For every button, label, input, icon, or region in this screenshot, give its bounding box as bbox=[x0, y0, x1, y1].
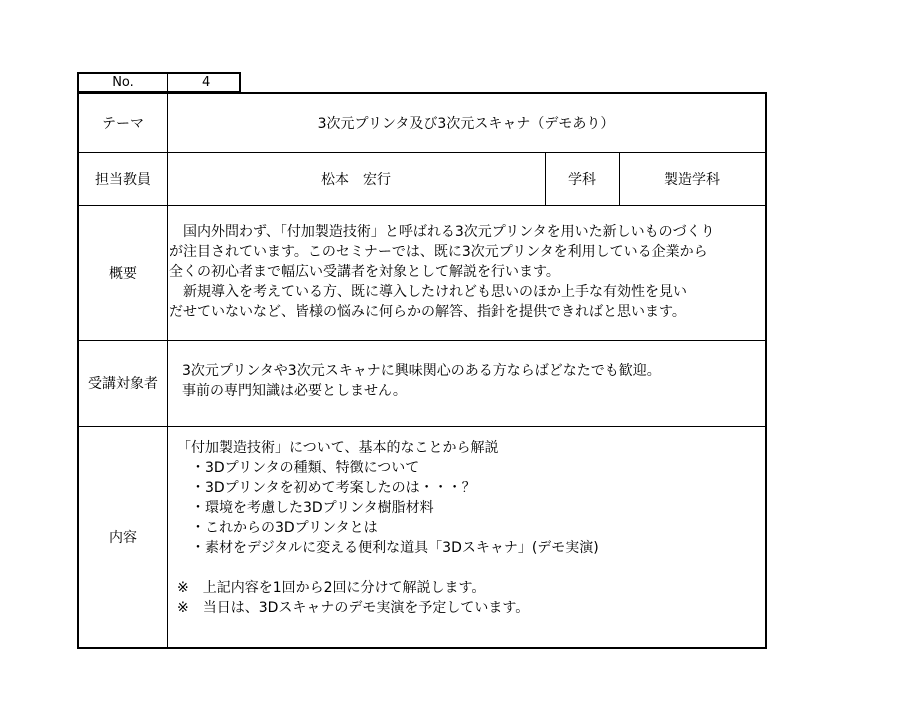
content-line: ・3Dプリンタを初めて考案したのは・・・？ bbox=[177, 480, 476, 496]
overview-line: 全くの初心者まで幅広い受講者を対象として解説を行います。 bbox=[169, 264, 560, 280]
theme-label: テーマ bbox=[79, 94, 168, 152]
teacher-row bbox=[79, 152, 765, 206]
overview-line: 国内外問わず、「付加製造技術」と呼ばれる3次元プリンタを用いた新しいものづくり bbox=[169, 224, 715, 240]
department-label: 学科 bbox=[545, 152, 620, 205]
content-row bbox=[79, 426, 765, 647]
content-line: ・環境を考慮した3Dプリンタ樹脂材料 bbox=[177, 500, 434, 516]
number-value: 4 bbox=[202, 75, 211, 90]
theme-value: 3次元プリンタ及び3次元スキャナ（デモあり） bbox=[317, 116, 615, 132]
overview-line: が注目されています。このセミナーでは、既に3次元プリンタを利用している企業から bbox=[169, 244, 708, 260]
target-row bbox=[79, 340, 765, 427]
content-line: ・3Dプリンタの種類、特徴について bbox=[177, 460, 420, 476]
overview-row bbox=[79, 205, 765, 341]
teacher-name: 松本 宏行 bbox=[167, 152, 546, 205]
content-line: ※ 上記内容を1回から2回に分けて解説します。 bbox=[177, 580, 486, 596]
content-line: ※ 当日は、3Dスキャナのデモ実演を予定しています。 bbox=[177, 600, 530, 616]
overview-line: だせていないなど、皆様の悩みに何らかの解答、指針を提供できればと思います。 bbox=[169, 304, 686, 320]
target-line: 3次元プリンタや3次元スキャナに興味関心のある方ならばどなたでも歓迎。 bbox=[182, 363, 661, 379]
content-line: ・素材をデジタルに変える便利な道具「3Dスキャナ」(デモ実演) bbox=[177, 540, 599, 556]
overview-line: 新規導入を考えている方、既に導入したけれども思いのほか上手な有効性を見い bbox=[169, 284, 687, 300]
target-line: 事前の専門知識は必要としません。 bbox=[182, 383, 407, 399]
number-label: No. bbox=[79, 74, 168, 91]
number-box bbox=[77, 72, 241, 93]
seminar-table bbox=[77, 92, 767, 649]
theme-row bbox=[79, 94, 765, 153]
teacher-label: 担当教員 bbox=[79, 152, 168, 205]
overview-label: 概要 bbox=[79, 205, 168, 340]
content-label: 内容 bbox=[79, 426, 168, 647]
department-value: 製造学科 bbox=[664, 171, 720, 188]
target-label: 受講対象者 bbox=[79, 340, 168, 426]
content-line: 「付加製造技術」について、基本的なことから解説 bbox=[177, 440, 499, 456]
content-line: ・これからの3Dプリンタとは bbox=[177, 520, 378, 536]
